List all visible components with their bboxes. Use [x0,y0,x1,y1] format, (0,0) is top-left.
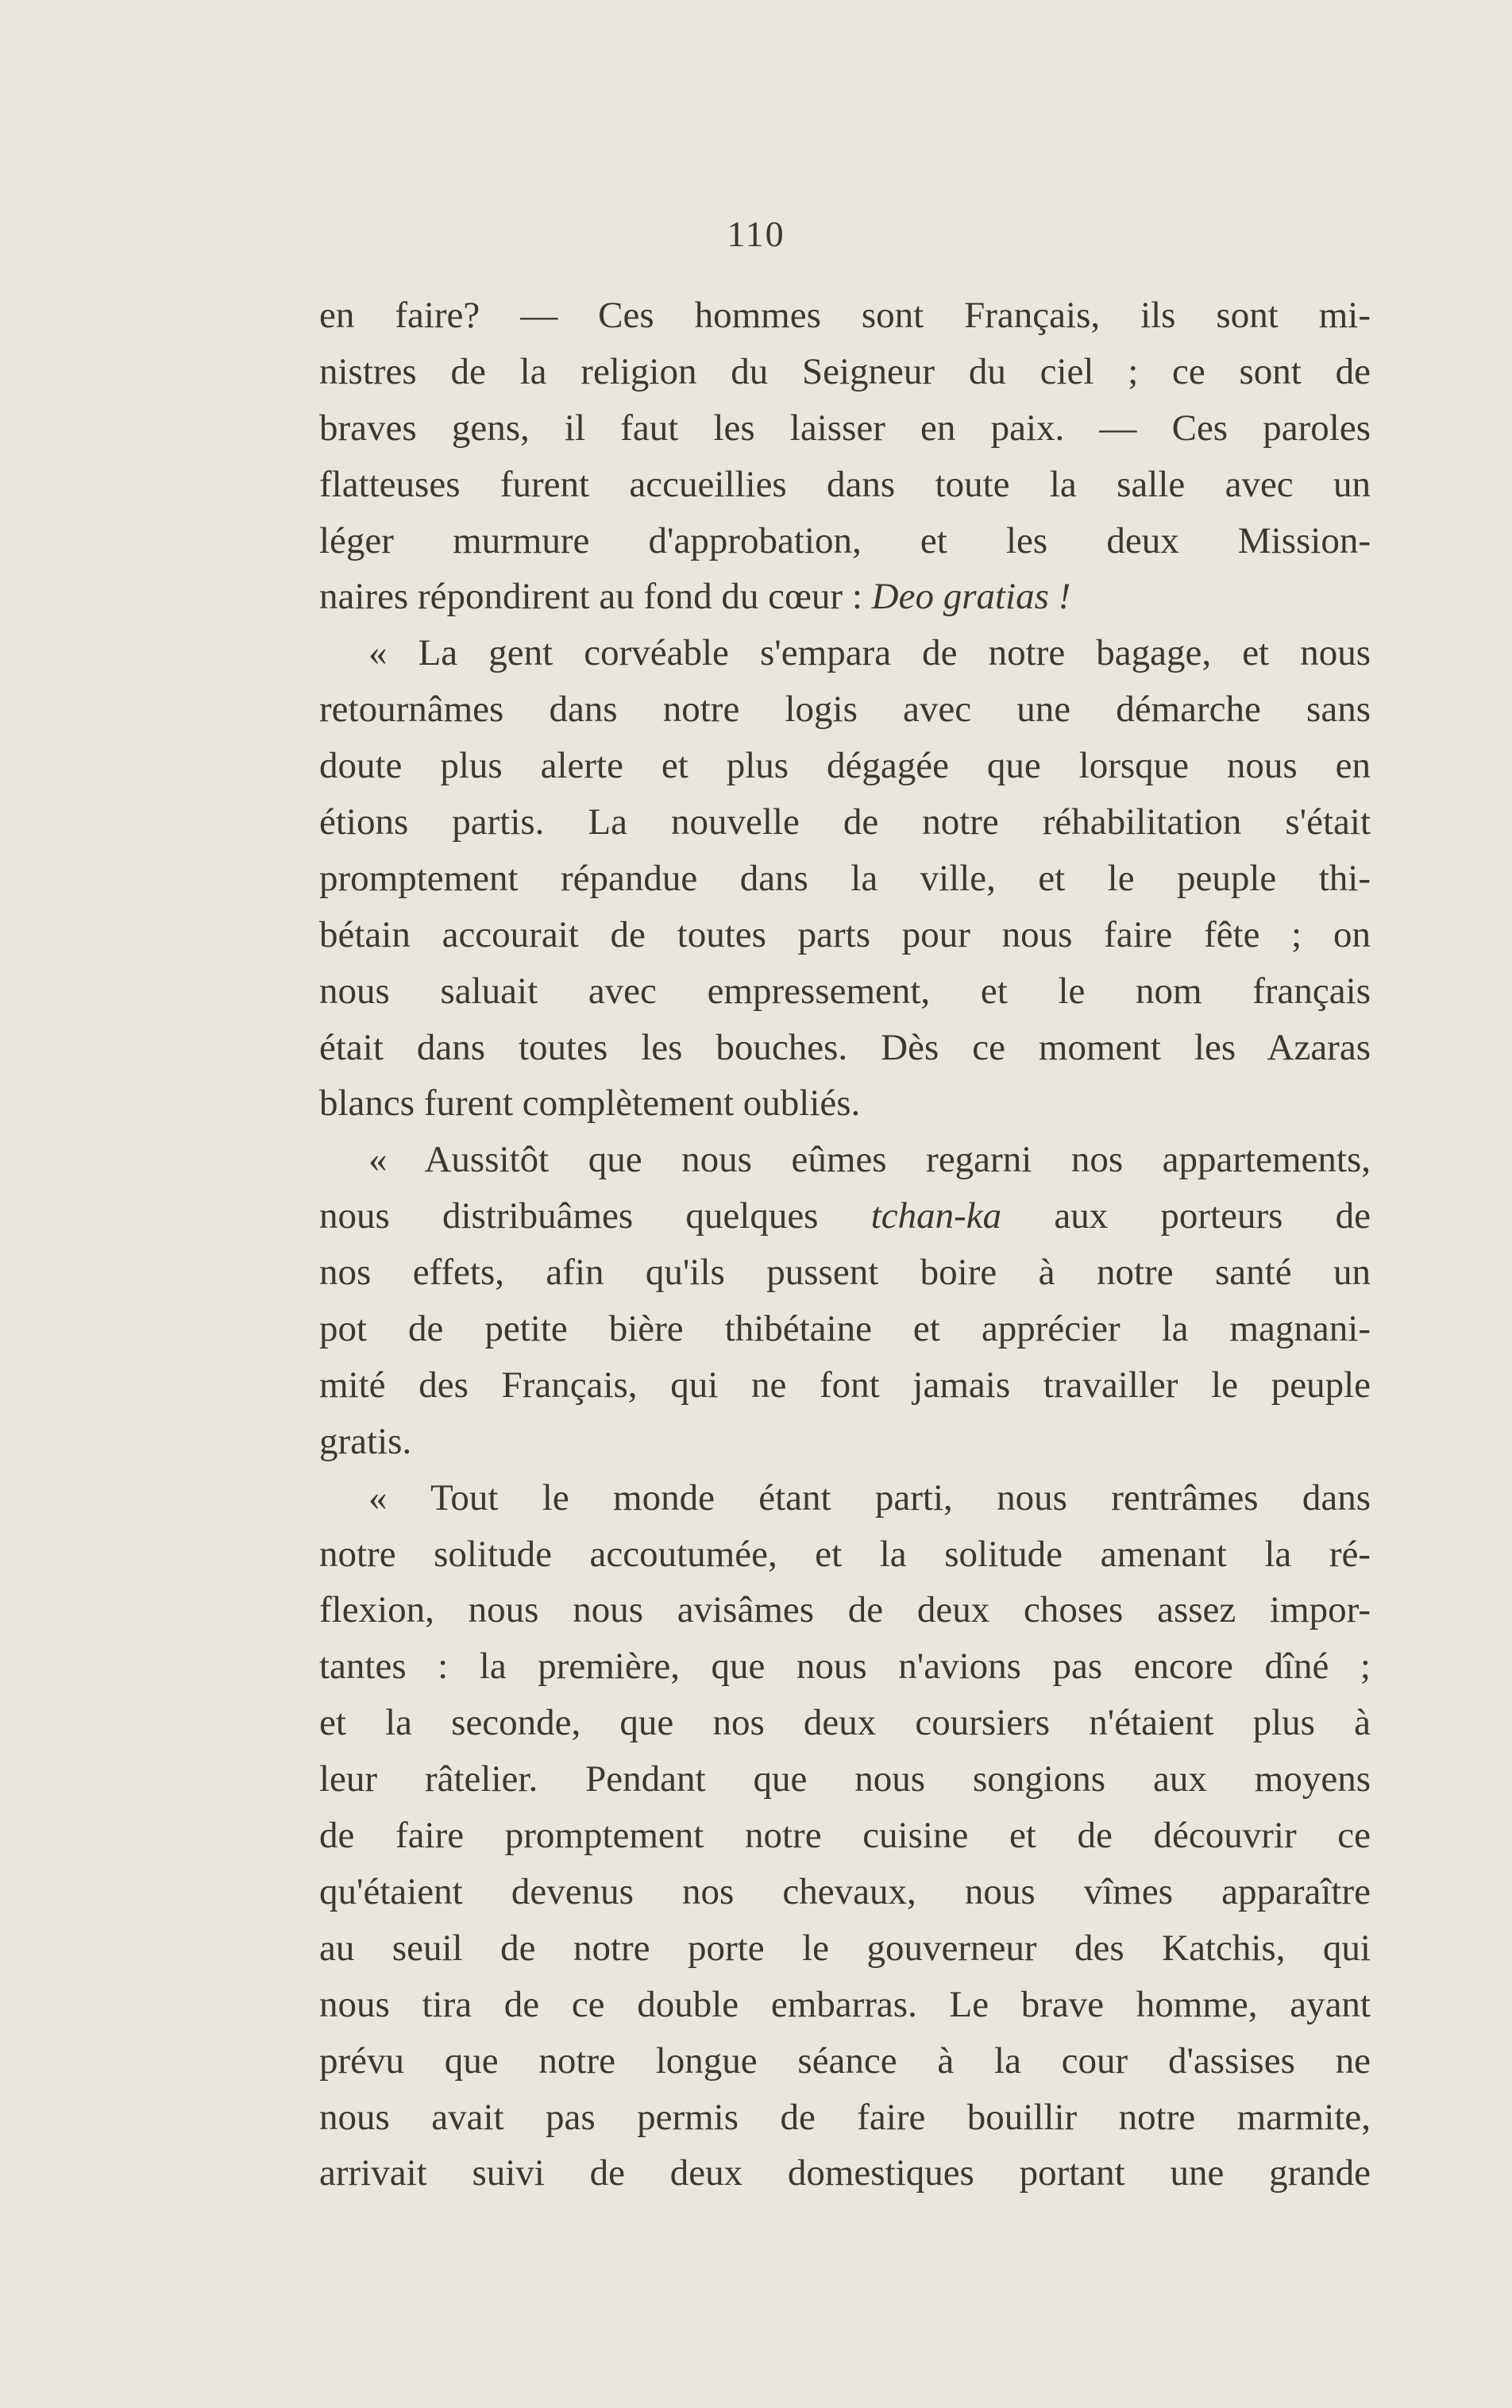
text-segment: flexion, nous nous avisâmes de deux choses assez impor- [319,1589,1371,1631]
text-segment: doute plus alerte et plus dégagée que lorsque nous en [319,745,1371,787]
text-segment: nous saluait avec empressement, et le nom français [319,970,1371,1012]
text-line [319,1582,1371,1638]
text-line [319,963,1371,1020]
text-line [319,2145,1371,2202]
text-line [319,794,1371,851]
text-line [319,569,1371,625]
text-segment: aux porteurs de [1001,1195,1371,1237]
text-segment: « Aussitôt que nous eûmes regarni nos appartements, [368,1139,1371,1181]
text-line [319,1638,1371,1695]
text-segment: qu'étaient devenus nos chevaux, nous vîmes apparaître [319,1870,1371,1912]
text-line [319,1357,1371,1414]
text-line [319,513,1371,569]
text-segment: « La gent corvéable s'empara de notre bagage, et nous [368,632,1371,674]
text-line [319,2033,1371,2090]
text-line [319,1075,1371,1132]
italic-text: Deo gratias ! [871,576,1071,618]
text-line [319,738,1371,794]
text-segment: au seuil de notre porte le gouverneur des Katchis, qui [319,1927,1371,1969]
text-segment: retournâmes dans notre logis avec une démarche sans [319,689,1371,731]
text-line [319,1301,1371,1357]
text-line [319,625,1371,681]
text-line [319,1470,1371,1526]
text-line [319,1526,1371,1583]
text-segment: bétain accourait de toutes parts pour nous faire fête ; on [319,913,1371,955]
text-line [319,851,1371,907]
text-segment: nistres de la religion du Seigneur du ciel ; ce sont de [319,350,1371,392]
text-segment: leur râtelier. Pendant que nous songions aux moyens [319,1758,1371,1800]
text-line [319,1695,1371,1751]
text-segment: flatteuses furent accueillies dans toute la salle avec un [319,463,1371,505]
text-line [319,1808,1371,1864]
text-line [319,457,1371,513]
text-line [319,1188,1371,1245]
text-segment: nos effets, afin qu'ils pussent boire à notre santé un [319,1252,1371,1294]
text-segment: léger murmure d'approbation, et les deux Mission- [319,519,1371,561]
text-segment: tantes : la première, que nous n'avions pas encore dîné ; [319,1646,1371,1688]
text-line [319,1920,1371,1977]
text-line [319,1977,1371,2033]
text-segment: mité des Français, qui ne font jamais travailler le peuple [319,1364,1371,1406]
text-segment: braves gens, il faut les laisser en paix. — Ces paroles [319,407,1371,449]
text-segment: arrivait suivi de deux domestiques portant une grande [319,2152,1371,2194]
text-line [319,1751,1371,1808]
text-line [319,1245,1371,1301]
text-segment: blancs furent complètement oubliés. [319,1082,861,1125]
text-segment: gratis. [319,1420,412,1462]
text-segment: nous distribuâmes quelques [319,1195,871,1237]
text-segment: « Tout le monde étant parti, nous rentrâmes dans [368,1476,1371,1519]
text-segment: nous tira de ce double embarras. Le brave homme, ayant [319,1983,1371,2025]
page-number: 110 [727,214,785,254]
text-line [319,2090,1371,2146]
text-line [319,400,1371,457]
text-line [319,907,1371,963]
text-segment: en faire? — Ces hommes sont Français, ils sont mi- [319,295,1371,336]
text-line [319,1414,1371,1470]
text-segment: de faire promptement notre cuisine et de découvrir ce [319,1815,1371,1857]
text-line [319,1864,1371,1920]
text-line [319,344,1371,400]
text-segment: prévu que notre longue séance à la cour d'assises ne [319,2039,1371,2082]
text-segment: promptement répandue dans la ville, et le peuple thi- [319,857,1371,899]
text-segment: nous avait pas permis de faire bouillir notre marmite, [319,2096,1371,2138]
italic-text: tchan-ka [870,1195,1002,1237]
text-segment: naires répondirent au fond du cœur : [319,576,872,618]
text-line [319,681,1371,738]
text-segment: et la seconde, que nos deux coursiers n'étaient plus à [319,1702,1371,1744]
body-text [319,287,1371,2202]
text-line [319,287,1371,344]
text-segment: étions partis. La nouvelle de notre réhabilitation s'était [319,801,1371,843]
text-line [319,1020,1371,1076]
text-segment: était dans toutes les bouches. Dès ce moment les Azaras [319,1026,1371,1068]
text-line [319,1132,1371,1188]
text-segment: pot de petite bière thibétaine et apprécier la magnani- [319,1308,1371,1350]
text-segment: notre solitude accoutumée, et la solitude amenant la ré- [319,1533,1371,1575]
